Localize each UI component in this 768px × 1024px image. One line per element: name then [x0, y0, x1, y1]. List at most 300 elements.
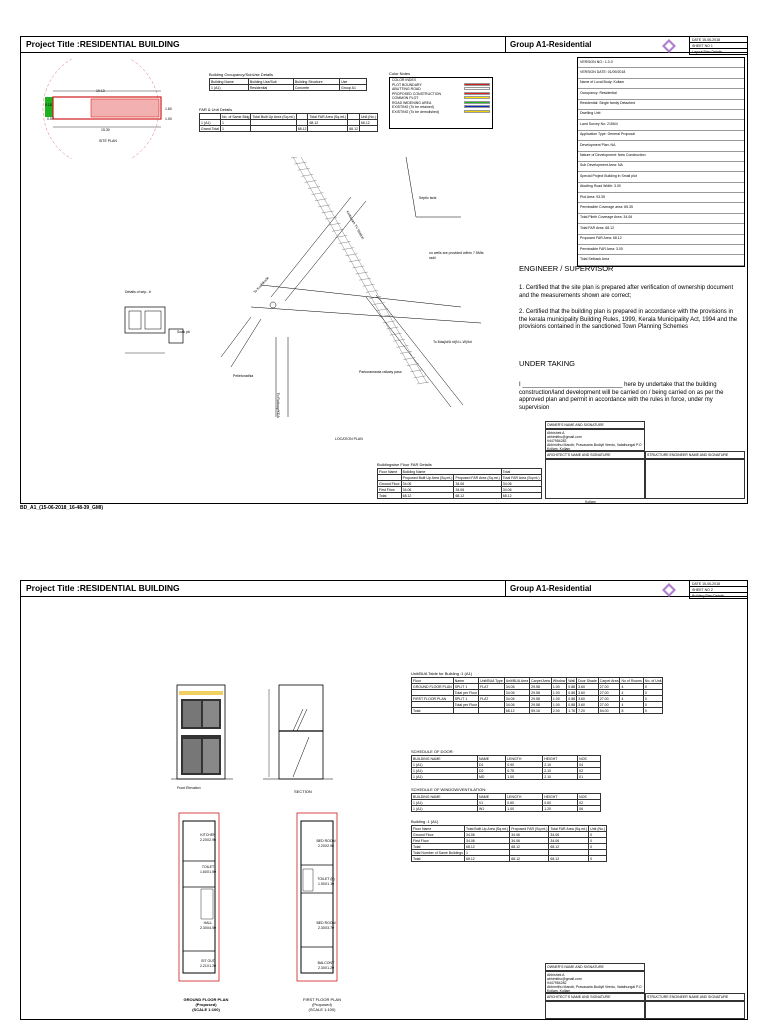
table-cell: 3.60 [577, 696, 599, 702]
group-label: Group A1-Residential [505, 581, 633, 597]
unit-bua-table [411, 677, 663, 714]
logo-icon [661, 582, 677, 598]
area-panel-row: VERSION DATE: 01/09/2018 [578, 68, 744, 78]
area-panel-row: Total Setback Area [578, 255, 744, 265]
color-swatch [464, 92, 490, 95]
table-cell: First Floor [412, 838, 465, 844]
cell: 68.12 [308, 120, 348, 126]
table-header-cell: NOS [578, 794, 601, 800]
table-cell: 1.20 [543, 806, 578, 812]
occupancy-table [209, 78, 367, 91]
cert1-label: 1. [519, 285, 525, 291]
table-cell: 1 (A1) [412, 762, 478, 768]
date-value: 15-06-2018 [702, 38, 720, 42]
table-header-cell: Proposed FAR (Sq.mt.) [511, 826, 548, 831]
table-cell [479, 708, 505, 714]
table-cell: 2.10 [543, 774, 578, 780]
ground-scale: (SCALE 1:100) [192, 1007, 220, 1012]
section-label: SECTION [294, 789, 312, 794]
owner-city: Kollam, Kollam [547, 989, 571, 993]
table-cell: 0.88 [568, 690, 576, 695]
engineer-heading: ENGINEER / SUPERVISOR [519, 264, 614, 273]
table-cell: 29.58 [530, 684, 552, 690]
table-cell: V1 [477, 800, 505, 806]
section-drawing [253, 679, 343, 785]
cell: Residential [248, 85, 293, 91]
area-panel-row: Total FAR Area: 68.12 [578, 224, 744, 234]
table-header-cell: Total FAR Area (Sq.mt.) [550, 826, 588, 831]
date-value: 15-06-2018 [702, 582, 720, 586]
table-cell: 68.12 [549, 856, 589, 862]
table-cell: 2.10 [543, 768, 578, 774]
cell: Building Name [401, 469, 501, 475]
sheet-no-value: 2 [710, 588, 713, 592]
area-panel [577, 57, 745, 267]
area-panel-row: Sub Development Area: NA [578, 162, 744, 172]
title-bar [21, 37, 747, 53]
table-cell: 1.00 [551, 702, 566, 708]
table-cell: 1.00 [506, 774, 543, 780]
far-title: FAR & Unit Details [199, 107, 233, 112]
dim-right-b: 1.00 [165, 117, 172, 121]
sheet-no-label: SHEET NO [692, 588, 710, 592]
sheet-meta [689, 37, 748, 55]
septic-detail-label: Details of sep...ti [125, 290, 151, 294]
cell: 1 [221, 120, 251, 126]
color-index-label: PLOT BOUNDARY [392, 82, 422, 87]
architect-sign-area [545, 1001, 645, 1019]
window-schedule-title: SCHEDULE OF WINDOW/VENTILATION: [411, 787, 487, 792]
cell: 1 (A1) [200, 120, 221, 126]
first-floor-plan-caption [285, 997, 359, 1012]
site-plan-label: SITE PLAN [99, 139, 117, 143]
table-cell: 1 [465, 850, 510, 856]
window-schedule-table [411, 793, 601, 812]
table-cell: 4 [620, 696, 643, 702]
cert1-text: Certified that the site plan is prepared after verification of ownership document and the measurements shown are correct; [519, 285, 734, 299]
table-cell: 29.58 [530, 696, 552, 702]
table-cell: 1 (A1) [412, 806, 478, 812]
table-cell: 34.06 [504, 690, 529, 696]
color-index-label: EXISTING (To be retained) [392, 105, 434, 109]
table-header-cell: Unit/BUA Area [505, 678, 529, 683]
to-road-label: To Kozhikode [252, 275, 270, 295]
table-header-cell: LENGTH [506, 794, 543, 800]
dim-top: 19.13 [96, 89, 105, 93]
table-cell: Total per Floor [454, 690, 478, 695]
cell: Concrete [293, 85, 339, 91]
area-panel-row: Nature of Development: New Construction [578, 152, 744, 162]
table-cell: 27.00 [598, 696, 620, 702]
table-cell: 0.88 [568, 702, 576, 707]
cell: Floor Name [378, 469, 402, 475]
area-panel-row: Permissible FAR Area: 3.00 [578, 245, 744, 255]
table-cell: W1 [477, 806, 505, 812]
sheet-no-value: 1 [710, 44, 713, 48]
engineer-sign-area [645, 459, 745, 499]
table-cell: Total [412, 708, 454, 714]
table-cell: 0.75 [506, 768, 543, 774]
table-header-cell: Carpet Area [531, 678, 550, 683]
cell [308, 126, 348, 132]
color-index-label: EXISTING (To be demolished) [392, 109, 440, 114]
occupancy-title: Building Occupancy/SubUse Details [209, 72, 274, 77]
room-toilet-first: TOILET (b) 1.50X1.10 [317, 877, 335, 886]
table-row [412, 774, 601, 780]
room-hall: HALL 2.30X4.50 [200, 921, 216, 930]
dim-right-a: 1.60 [165, 107, 172, 111]
cell: 68.12 [297, 126, 307, 131]
area-panel-row: Total Plinth Coverage Area: 34.06 [578, 214, 744, 224]
first-scale: (SCALE 1:100) [308, 1007, 336, 1012]
color-index-label: PROPOSED CONSTRUCTION [392, 91, 442, 96]
table-cell: 1.00 [551, 684, 566, 690]
table-header-cell: No of Rooms [621, 678, 642, 683]
table-cell: FLAT [479, 696, 505, 702]
cell: Total FAR Area (Sq.mt.) [309, 114, 347, 119]
table-cell: 34.06 [465, 838, 510, 844]
footer-code: BD_A1_(15-06-2018_16-48-39_GMI) [20, 505, 104, 511]
table-header-cell: NAME [477, 794, 505, 800]
table-cell: 0 [643, 696, 663, 702]
ground-proposed: (Proposed) [195, 1002, 217, 1007]
cell: 68.12 [401, 493, 454, 499]
table-cell: 68.12 [465, 844, 510, 850]
table-cell: 29.58 [530, 690, 552, 696]
table-cell: 02 [578, 768, 601, 774]
first-proposed: (Proposed) [312, 1002, 332, 1007]
table-cell: 34.06 [504, 696, 529, 702]
table-header-cell: Door Shade [578, 678, 597, 683]
cell: Use [340, 79, 367, 85]
far-bldg-table [377, 468, 542, 499]
cell: 1 [221, 126, 251, 132]
septic-label: Septic tank [419, 196, 437, 200]
cell: 34.06 [454, 481, 501, 487]
table-cell: 1.00 [551, 696, 566, 702]
signature-block-2 [545, 963, 745, 1019]
table-cell: 34.06 [504, 702, 529, 708]
table-cell: 54.00 [598, 708, 620, 714]
color-index-row [390, 110, 492, 115]
room-toilet-ground: TOILET 1.60X1.50 [200, 865, 216, 874]
signature-block-1 [545, 421, 745, 504]
to-mosque-label: To Masjid/A rd(N.L.W)/kd [433, 340, 472, 344]
sheet-title: Layout Plan Details [689, 49, 748, 55]
table-cell: 01 [578, 774, 601, 780]
area-panel-row: Dwelling Unit [578, 110, 744, 120]
table-cell: 1 (A1) [412, 800, 478, 806]
area-panel-row: Proposed FAR Area: 68.12 [578, 235, 744, 245]
cell: 34.06 [501, 487, 541, 493]
table-header-cell: Total Built Up Area (Sq.mt.) [466, 826, 509, 831]
date-label: DATE [692, 582, 702, 586]
owner-address: Abhimithu Mandir, Pravasaria Budiyil Veedu, Valathungal P.O [547, 985, 642, 989]
table-cell: 0.60 [543, 800, 578, 806]
owner-label: OWNER'S NAME AND SIGNATURE [545, 963, 645, 971]
color-swatch [464, 83, 490, 86]
area-panel-row: Special Project Building in Small plot [578, 172, 744, 182]
table-cell: 1.00 [551, 690, 566, 696]
color-index-title: COLOR INDEX [392, 78, 417, 82]
owner-details [545, 971, 645, 993]
table-cell: 4 [620, 690, 643, 696]
area-panel-row: Land Survey No: 2156/4 [578, 120, 744, 130]
table-cell: 1 (A1) [412, 774, 478, 780]
area-panel-row: Abutting Road Width: 3.00 [578, 183, 744, 193]
table-cell: 02 [578, 800, 601, 806]
table-cell: 0 [643, 690, 663, 696]
cell: No. of Same Bldg [222, 114, 250, 119]
table-cell: 0 [643, 708, 663, 714]
color-index-label: COMMON PLOT [392, 96, 419, 100]
cell: Total [378, 493, 402, 499]
owner-phone: 9447954282 [547, 981, 567, 985]
color-index-label: ABUTTING ROAD [392, 87, 421, 91]
cell: 68.12 [349, 126, 358, 131]
undertaking-body: here by undertake that the building construction/land development will be carried on / being carried on as per the approved plan and permit in accordance with the rules in force, under my supervision [519, 382, 724, 411]
table-header-cell: BUILDING NAME [412, 794, 478, 800]
cell: Proposed FAR Area (Sq.mt.) [455, 475, 500, 480]
table-header-cell: NAME [477, 756, 505, 762]
cert2-label: 2. [519, 309, 525, 315]
table-cell: 4 [620, 702, 643, 708]
project-title: Project Title :RESIDENTIAL BUILDING [26, 39, 180, 49]
table-header-cell: Floor [412, 678, 454, 684]
table-cell: 29.58 [530, 702, 552, 708]
cell: Grand Total [201, 126, 220, 131]
septic-detail-drawing [117, 297, 187, 361]
certification-2 [519, 309, 741, 332]
table-cell: 27.00 [598, 702, 620, 708]
table-cell: 27.00 [598, 690, 620, 696]
table-cell: 27.00 [598, 684, 620, 690]
table-cell: 0 [589, 838, 607, 844]
dim-left-b: 0.57 [47, 117, 54, 121]
area-list [578, 58, 744, 266]
table-cell: SPLIT 1 [453, 696, 478, 702]
table-row [412, 806, 601, 812]
cell [251, 126, 296, 132]
cell: Building Use/Sub [248, 79, 293, 85]
soak-pit-label: Soak pit [177, 330, 190, 334]
table-cell: 34.06 [510, 838, 549, 844]
cell: Total Built Up Area (Sq.mt.) [252, 114, 295, 119]
certification-1 [519, 285, 741, 300]
owner-city: Kollam, Kollam [547, 447, 571, 451]
table-cell [453, 708, 478, 714]
undertaking-text: I ______________________________ here by undertake that the building construction/land development will be carried on / being carried on as per the approved plan and permit in accordance with the rules in force, under my supervision [519, 382, 724, 411]
table-cell: 0 [589, 832, 607, 838]
table-cell: 3.60 [577, 702, 599, 708]
color-index-box [389, 77, 493, 129]
table-cell: 3.60 [577, 684, 599, 690]
owner-name: Abhishek A [547, 431, 565, 435]
owner-details [545, 429, 645, 451]
table-cell: D2 [477, 768, 505, 774]
color-swatch [464, 101, 490, 104]
table-cell: 2.10 [543, 762, 578, 768]
owner-address: Abhimithu Mandir, Pravasaria Budiyil Veedu, Valathungal P.O [547, 443, 642, 447]
color-list [390, 83, 492, 115]
table-cell: 34.06 [549, 832, 589, 838]
group-label: Group A1-Residential [505, 37, 633, 53]
title-bar [21, 581, 747, 597]
architect-sign-area [545, 459, 645, 499]
table-cell: FIRST FLOOR PLAN [412, 696, 454, 702]
color-swatch [464, 96, 490, 99]
table-cell: 68.12 [510, 856, 549, 862]
table-cell: 7.20 [577, 708, 599, 714]
table-cell: 0.88 [568, 696, 576, 701]
logo-icon [661, 38, 677, 54]
no-wells-note: no wells are provided within 7.5Mts radii [429, 251, 484, 260]
ground-floor-plan-title: GROUND FLOOR PLAN [183, 997, 229, 1002]
table-cell: SPLIT 1 [453, 684, 478, 690]
railway-label: Parkoramawia railway pass [359, 370, 402, 374]
table-cell: 68.12 [504, 708, 529, 714]
table-header-cell: HEIGHT [543, 756, 578, 762]
table-header-cell: Unit (No.) [590, 826, 606, 831]
area-panel-row: Plot Area: 93.35 [578, 193, 744, 203]
table-header-cell: Window [552, 678, 566, 683]
table-cell: Total [412, 844, 465, 850]
table-cell: 34.06 [549, 838, 589, 844]
undertaking-i: I [519, 382, 521, 388]
front-elevation-drawing [169, 679, 237, 785]
engineer-label: STRUCTURE ENGINEER NAME AND SIGNATURE [645, 993, 745, 1001]
date-label: DATE [692, 38, 702, 42]
table-cell: 1 (A1) [412, 768, 478, 774]
color-swatch [464, 87, 490, 90]
door-schedule-title: SCHEDULE OF DOOR: [411, 749, 454, 754]
far-bldg-title: Buildingwise Floor FAR Details [377, 462, 432, 467]
location-plan-label: LOCATION PLAN [335, 437, 363, 441]
table-cell: D1 [477, 762, 505, 768]
architect-label: ARCHITECT'S NAME AND SIGNATURE [545, 993, 645, 1001]
sheet-no-label: SHEET NO [692, 44, 710, 48]
cell: 34.06 [401, 487, 454, 493]
area-panel-row: Development Plan: NA [578, 141, 744, 151]
room-bedroom-1: BED ROOM 2.20X2.96 [316, 839, 336, 848]
room-balcony: BALCONY 2.30X1.20 [317, 961, 335, 970]
cell: 68.12 [501, 493, 541, 499]
place-label: Kollam [585, 500, 596, 504]
table-cell: 68.12 [549, 844, 589, 850]
table-cell: 0.88 [568, 684, 576, 689]
front-elevation-label: Front Elevation [177, 786, 201, 790]
table-header-cell: No. of Unit [644, 678, 662, 683]
room-bedroom-2: BED ROOM 2.30X3.70 [316, 921, 336, 930]
cell: 68.12 [454, 493, 501, 499]
table-cell: Total [412, 856, 465, 862]
sheet-1 [20, 36, 748, 504]
table-row [412, 856, 607, 862]
owner-name: Abhishek A [547, 973, 565, 977]
table-cell: Total Number of Same Buildings [413, 850, 463, 855]
first-floor-plan-drawing [289, 809, 355, 985]
sheet-2 [20, 580, 748, 1020]
cell: Unit (No.) [360, 114, 376, 119]
engineer-sign-area [645, 1001, 745, 1019]
table-cell: 1.76 [568, 708, 576, 713]
building1-title: Building :1 (A1) [411, 819, 439, 824]
undertaking-heading: UNDER TAKING [519, 359, 575, 368]
door-schedule-table [411, 755, 601, 780]
table-header-cell: LENGTH [506, 756, 543, 762]
architect-label: ARCHITECT'S NAME AND SIGNATURE [545, 451, 645, 459]
area-panel-row: Permissible Coverage area: 65.35 [578, 203, 744, 213]
table-cell: Ground Floor [412, 832, 465, 838]
cell: Building Structure [293, 79, 339, 85]
dim-bottom: 15.30 [101, 128, 110, 132]
color-swatch [464, 105, 490, 108]
cell: 34.06 [401, 481, 454, 487]
cell: Total [501, 469, 541, 475]
color-swatch [464, 110, 490, 113]
table-cell: 34.06 [510, 832, 549, 838]
table-cell: 59.16 [530, 708, 552, 714]
cell: 34.06 [501, 481, 541, 487]
table-cell: Total per Floor [454, 702, 478, 707]
table-cell: 68.12 [510, 844, 549, 850]
cell: First Floor [378, 487, 402, 493]
table-cell: 2.00 [551, 708, 566, 714]
area-panel-row: Occupancy: Residential [578, 89, 744, 99]
table-header-cell: Wall [568, 678, 575, 683]
table-cell: 3.60 [577, 690, 599, 696]
table-cell: 34.06 [465, 832, 510, 838]
table-cell: 1.00 [506, 806, 543, 812]
cert2-text: Certified that the building plan is prepared in accordance with the provisions in the kerala municipality Building Rules, 1999, Kerala Municipality Act, 1994 and the provisions contained in the sanctioned Town Planning Schemes [519, 309, 738, 330]
area-panel-row: VERSION NO.: 1.0.0 [578, 58, 744, 68]
table-header-cell: Unit/BUA Type [480, 678, 503, 683]
tv-station-label: Kottayam TV Station [345, 210, 365, 241]
owner-label: OWNER'S NAME AND SIGNATURE [545, 421, 645, 429]
table-header-cell: BUILDING NAME [412, 756, 478, 762]
table-cell: 0 [589, 856, 607, 862]
table-header-cell: HEIGHT [543, 794, 578, 800]
cell: Group A1 [340, 85, 367, 91]
table-header-cell: Floor Name [412, 826, 465, 832]
table-cell: 68.12 [465, 856, 510, 862]
room-kitchen: KITCHEN 2.20X2.96 [200, 833, 216, 842]
table-cell: 04 [578, 762, 601, 768]
table-cell: 34.06 [504, 684, 529, 690]
owner-email: abhimithu@gmail.com [547, 435, 582, 439]
owner-phone: 9447954282 [547, 439, 567, 443]
location-plan-drawing [201, 157, 501, 437]
cell: Total FAR Area (Sq.mt.) [502, 475, 540, 480]
cell: 66.12 [359, 120, 377, 126]
table-cell: 0 [589, 844, 607, 850]
first-floor-plan-title: FIRST FLOOR PLAN [303, 997, 341, 1002]
table-cell: 0.60 [506, 800, 543, 806]
building1-table [411, 825, 607, 862]
room-sitout: SIT OUT 2.21X1.20 [200, 959, 216, 968]
table-header-cell: NOS [578, 756, 601, 762]
table-cell: 8 [620, 708, 643, 714]
petrol-label: Pelletonathia [233, 374, 254, 378]
color-index-label: ROAD WIDENING AREA [392, 100, 432, 105]
project-title: Project Title :RESIDENTIAL BUILDING [26, 583, 180, 593]
table-cell: GROUND FLOOR PLAN [413, 684, 452, 689]
table-cell: 0 [643, 702, 663, 708]
area-panel-row: Application Type: General Proposal [578, 131, 744, 141]
cell: Ground Floor [379, 481, 400, 486]
table-cell: 4 [620, 684, 643, 690]
table-cell: 06 [578, 806, 601, 812]
